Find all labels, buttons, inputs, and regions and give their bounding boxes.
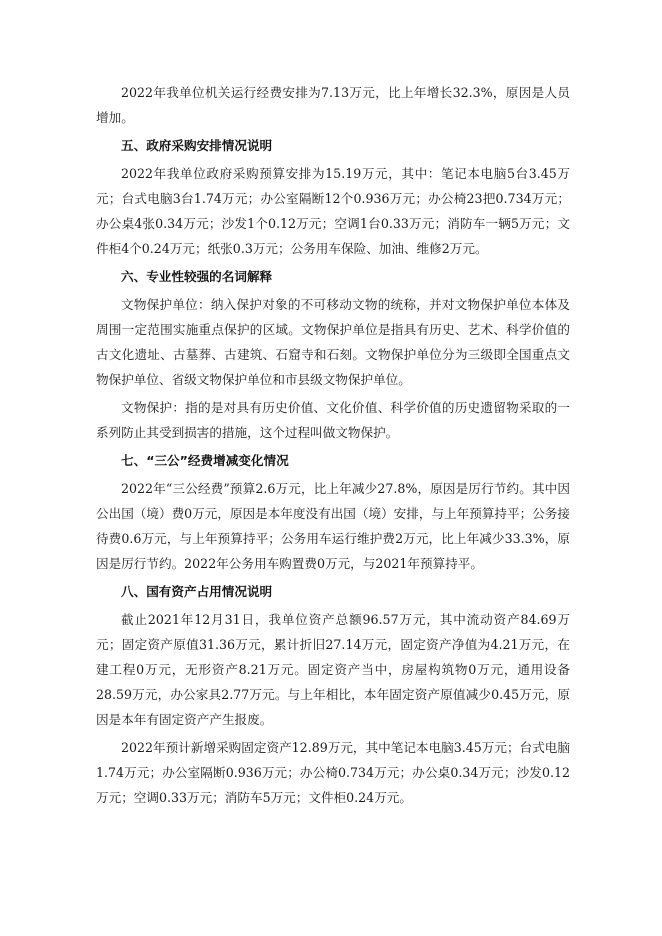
section-heading-state-assets: 八、国有资产占用情况说明 [121,584,273,599]
procurement-paragraph: 2022年我单位政府采购预算安排为15.19万元，其中：笔记本电脑5台3.45万元；台式电脑3台1.74万元；办公室隔断12个0.936万元；办公椅23把0.734万元；办公桌4张0.34万元；沙发1个0.12万元；空调1台0.33万元；消防车一辆5万元；文件柜4个0.24万元；纸张0.3万元；公务用车保险、加油、维修2万元。 [96,166,570,256]
section-heading-procurement: 五、政府采购安排情况说明 [121,138,273,153]
term-protection-unit-paragraph: 文物保护单位：纳入保护对象的不可移动文物的统称，并对文物保护单位本体及周围一定范围实施重点保护的区域。文物保护单位是指具有历史、艺术、科学价值的古文化遗址、古墓葬、古建筑、石窟寺和石刻。文物保护单位分为三级即全国重点文物保护单位、省级文物保护单位和市县级文物保护单位。 [96,297,570,387]
operating-budget-paragraph: 2022年我单位机关运行经费安排为7.13万元，比上年增长32.3%，原因是人员增加。 [96,85,570,125]
document-page [96,80,570,813]
three-public-expenses-paragraph: 2022年“三公经费”预算2.6万元，比上年减少27.8%，原因是厉行节约。其中因公出国（境）费0万元，原因是本年度没有出国（境）安排，与上年预算持平；公务接待费0.6万元，与上年预算持平；公务用车运行维护费2万元，比上年减少33.3%，原因是厉行节约。2022年公务用车购置费0万元，与2021年预算持平。 [96,481,570,571]
section-heading-terms: 六、专业性较强的名词解释 [121,269,273,284]
new-fixed-assets-paragraph: 2022年预计新增采购固定资产12.89万元，其中笔记本电脑3.45万元；台式电脑1.74万元；办公室隔断0.936万元；办公椅0.734万元；办公桌0.34万元；沙发0.12万元；空调0.33万元；消防车5万元；文件柜0.24万元。 [96,740,570,805]
section-heading-three-public: 七、“三公”经费增减变化情况 [121,453,289,468]
state-assets-paragraph: 截止2021年12月31日，我单位资产总额96.57万元，其中流动资产84.69万元；固定资产原值31.36万元，累计折旧27.14万元，固定资产净值为4.21万元，在建工程0万元，无形资产8.21万元。固定资产当中，房屋构筑物0万元，通用设备28.59万元，办公家具2.77万元。与上年相比，本年固定资产原值减少0.45万元，原因是本年有固定资产产生报废。 [96,612,570,727]
term-cultural-protection-paragraph: 文物保护：指的是对具有历史价值、文化价值、科学价值的历史遗留物采取的一系列防止其受到损害的措施，这个过程叫做文物保护。 [96,400,570,440]
